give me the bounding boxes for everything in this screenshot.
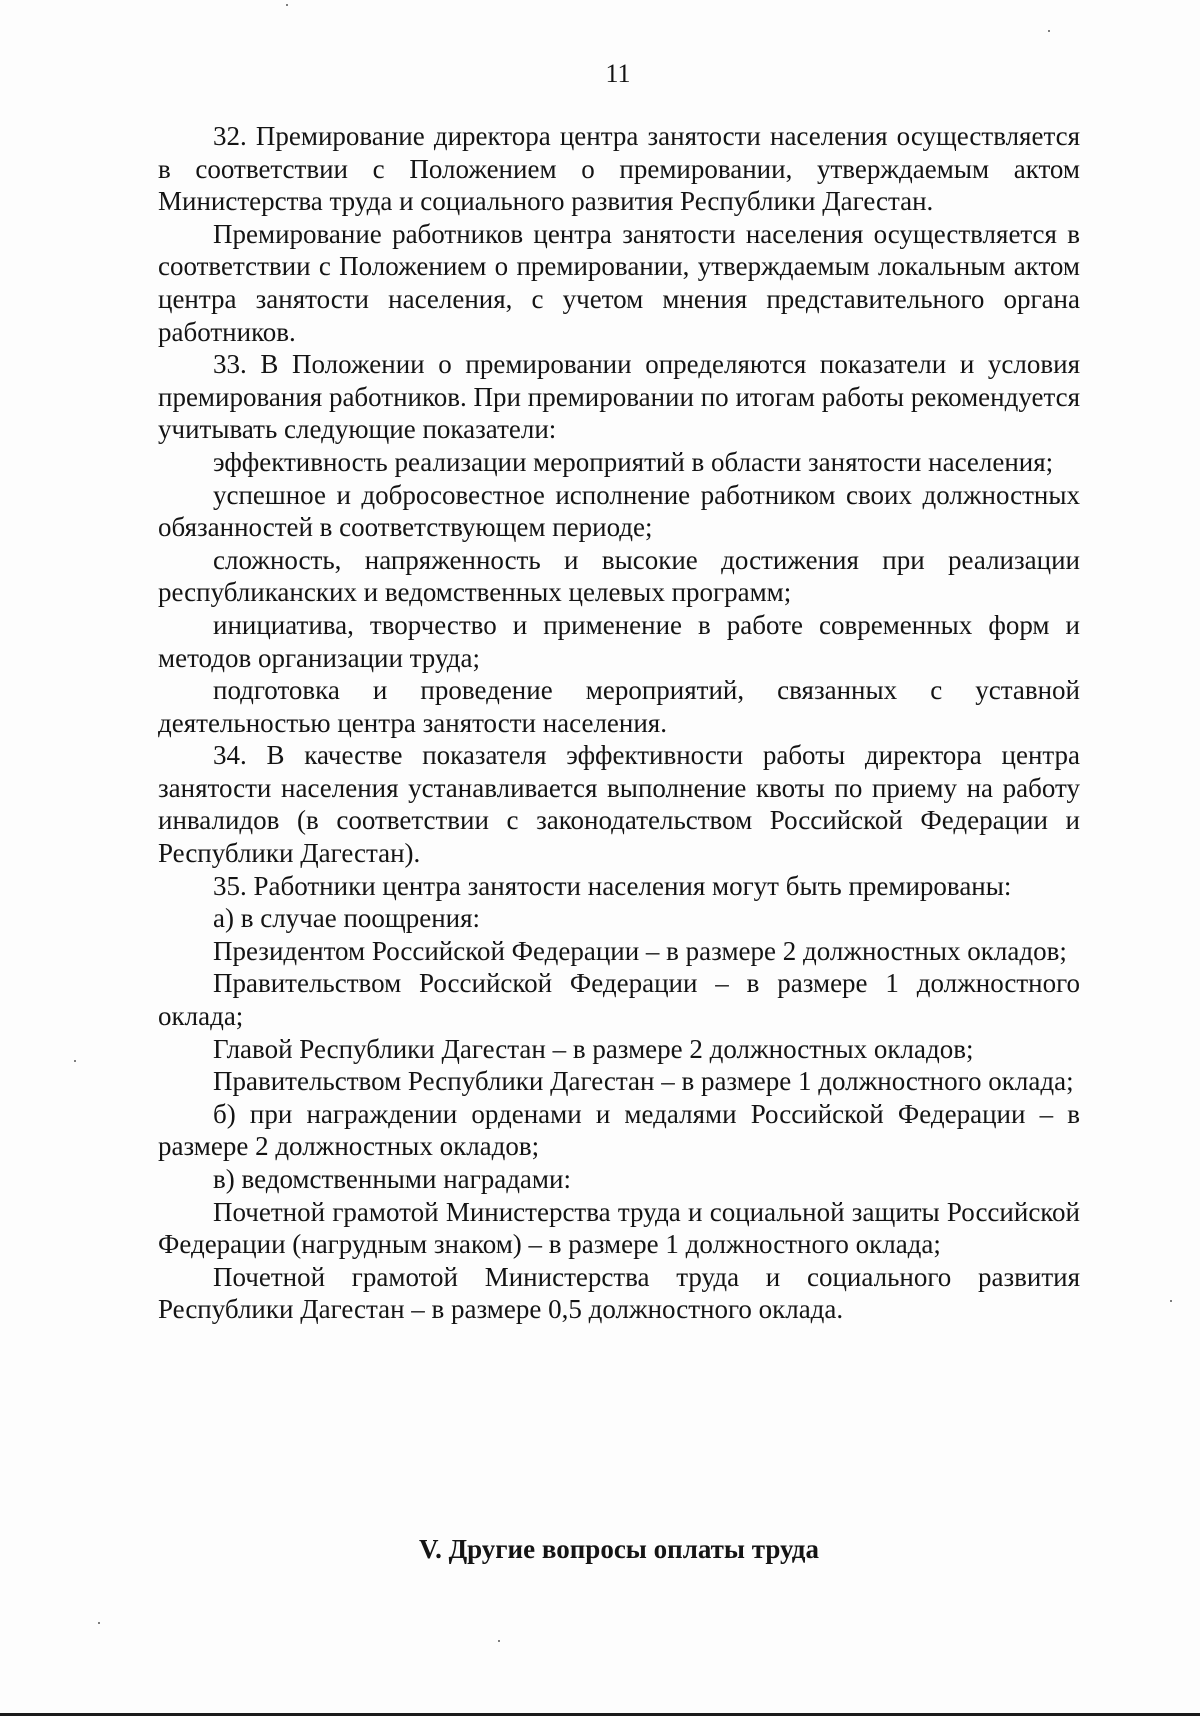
document-body — [158, 120, 1080, 1326]
indicator-item: инициатива, творчество и применение в работе современных форм и методов организации труда; — [158, 609, 1080, 673]
scan-speck — [74, 1060, 76, 1062]
award-item: Почетной грамотой Министерства труда и социального развития Республики Дагестан – в размере 0,5 должностного оклада. — [158, 1261, 1080, 1325]
paragraph-33: 33. В Положении о премировании определяются показатели и условия премирования работников. При премировании по итогам работы рекомендуется учитывать следующие показатели: — [158, 349, 1080, 445]
scan-speck — [1048, 30, 1050, 32]
indicator-item: сложность, напряженность и высокие достижения при реализации республиканских и ведомственных целевых программ; — [158, 544, 1080, 608]
subitem-v: в) ведомственными наградами: — [213, 1164, 571, 1194]
indicator-item: подготовка и проведение мероприятий, связанных с уставной деятельностью центра занятости населения. — [158, 675, 1080, 738]
paragraph-32-employees: Премирование работников центра занятости населения осуществляется в соответствии с Положением о премировании, утверждаемым локальным актом центра занятости населения, с учетом мнения представительного органа работников. — [158, 218, 1080, 347]
scan-speck — [98, 1622, 100, 1624]
indicator-item: успешное и добросовестное исполнение работником своих должностных обязанностей в соответствующем периоде; — [158, 479, 1080, 543]
paragraph-32: 32. Премирование директора центра занятости населения осуществляется в соответствии с Положением о премировании, утверждаемым актом Министерства труда и социального развития Республики Дагестан. — [158, 121, 1080, 217]
scan-speck — [1170, 1300, 1172, 1302]
indicator-item: эффективность реализации мероприятий в области занятости населения; — [213, 446, 1054, 477]
scan-speck — [286, 4, 288, 6]
award-item: Президентом Российской Федерации – в размере 2 должностных окладов; — [213, 935, 1067, 966]
award-item: Почетной грамотой Министерства труда и социальной защиты Российской Федерации (нагрудным знаком) – в размере 1 должностного оклада; — [158, 1196, 1080, 1260]
paragraph-34: 34. В качестве показателя эффективности работы директора центра занятости населения устанавливается выполнение квоты по приему на работу инвалидов (в соответствии с законодательством Российской Федерации и Республики Дагестан). — [158, 740, 1080, 869]
award-item: Правительством Российской Федерации – в размере 1 должностного оклада; — [158, 968, 1080, 1032]
paragraph-35: 35. Работники центра занятости населения могут быть премированы: — [213, 870, 1012, 901]
scan-speck — [498, 1640, 500, 1642]
page-number: 11 — [605, 59, 631, 88]
subitem-a: а) в случае поощрения: — [213, 903, 481, 934]
award-item: Главой Республики Дагестан – в размере 2 должностных окладов; — [213, 1033, 974, 1064]
subitem-b: б) при награждении орденами и медалями Российской Федерации – в размере 2 должностных окладов; — [158, 1098, 1080, 1162]
award-item: Правительством Республики Дагестан – в размере 1 должностного оклада; — [213, 1066, 1074, 1097]
section-heading: V. Другие вопросы оплаты труда — [419, 1534, 819, 1564]
